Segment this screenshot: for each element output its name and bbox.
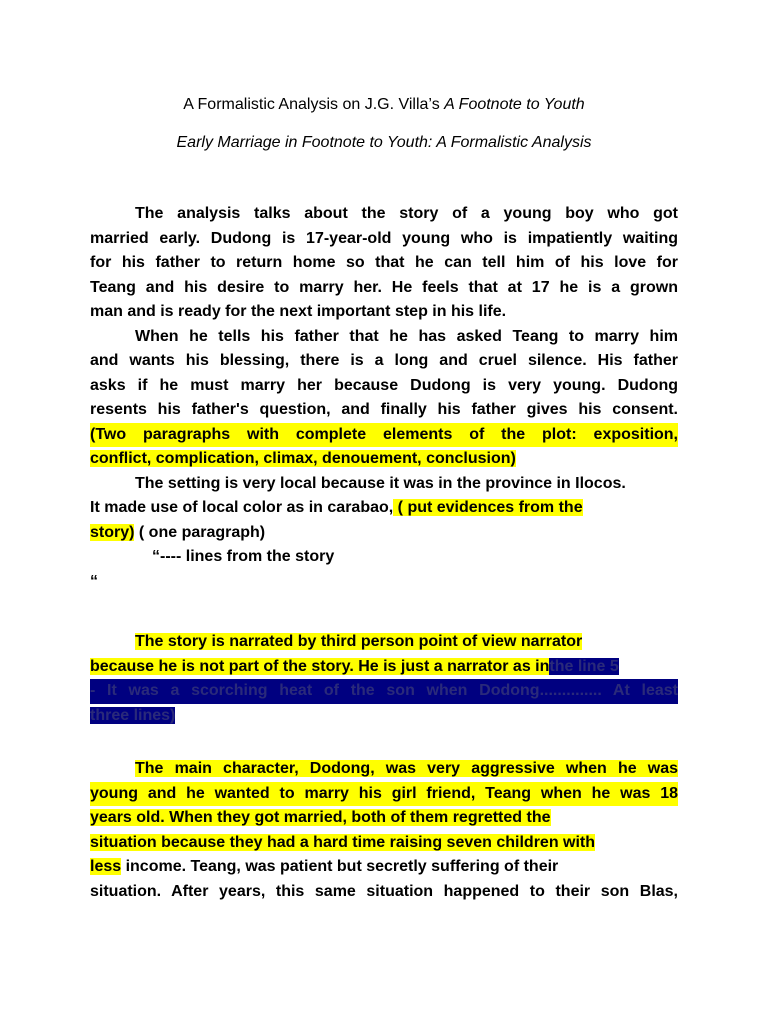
highlighted-instruction: story): [90, 523, 135, 541]
highlighted-text: years old. When they got married, both of them regretted the: [90, 809, 551, 826]
text-line: [90, 630, 678, 655]
text-line: [90, 806, 678, 831]
text-line: for his father to return home so that he can tell him of his love for: [90, 254, 678, 271]
body-section-character: [90, 757, 678, 904]
text-segment: income. Teang, was patient but secretly suffering of their: [121, 858, 559, 875]
text-line: [90, 447, 678, 472]
text-line: [90, 831, 678, 856]
highlighted-instruction: ( put evidences from the: [393, 499, 583, 516]
text-line: [90, 655, 678, 680]
navy-highlighted-text: the line 5: [549, 657, 619, 675]
text-line: situation. After years, this same situation happened to their son Blas,: [90, 882, 678, 900]
text-segment: It made use of local color as in carabao,: [90, 499, 394, 516]
text-line: “: [90, 572, 98, 590]
text-line: The analysis talks about the story of a young boy who got: [135, 205, 678, 222]
title-italic-part: A Footnote to Youth: [444, 96, 585, 113]
title-plain-part: A Formalistic Analysis on J.G. Villa’s: [183, 96, 445, 113]
text-line: [90, 521, 678, 546]
text-line: man and is ready for the next important step in his life.: [90, 303, 507, 320]
text-line: [90, 496, 678, 521]
highlighted-text: young and he wanted to marry his girl friend, Teang when he was 18: [90, 782, 678, 807]
text-line: The setting is very local because it was in the province in Ilocos.: [135, 474, 626, 492]
text-line: [90, 704, 678, 729]
text-line: resents his father's question, and finally his father gives his consent.: [90, 401, 678, 418]
text-line: married early. Dudong is 17-year-old young who is impatiently waiting: [90, 229, 678, 247]
navy-highlighted-text: - It was a scorching heat of the son when Dodong.............. At least: [90, 679, 678, 704]
text-line: [90, 757, 678, 782]
document-title: [0, 96, 768, 114]
text-segment: ( one paragraph): [134, 523, 266, 541]
highlighted-instruction: (Two paragraphs with complete elements of the plot: exposition,: [90, 423, 678, 448]
highlighted-text: situation because they had a hard time raising seven children with: [90, 833, 596, 851]
navy-highlighted-text: three lines): [90, 706, 176, 724]
highlighted-text: The story is narrated by third person point of view narrator: [135, 633, 583, 650]
body-section-point-of-view: [90, 630, 678, 728]
highlighted-instruction: conflict, complication, climax, denouement, conclusion): [90, 450, 516, 467]
text-line: “---- lines from the story: [152, 548, 335, 565]
body-section-plot-setting: [90, 202, 678, 594]
highlighted-text: The main character, Dodong, was very aggressive when he was: [135, 760, 678, 777]
text-line: Teang and his desire to marry her. He feels that at 17 he is a grown: [90, 278, 678, 296]
text-line: When he tells his father that he has asked Teang to marry him: [135, 327, 678, 345]
highlighted-text: because he is not part of the story. He is just a narrator as in: [90, 657, 550, 675]
text-line: and wants his blessing, there is a long and cruel silence. His father: [90, 352, 678, 369]
highlighted-text: less: [90, 858, 122, 875]
text-line: [90, 855, 678, 880]
document-subtitle: Early Marriage in Footnote to Youth: A Formalistic Analysis: [176, 134, 592, 151]
text-line: asks if he must marry her because Dudong is very young. Dudong: [90, 376, 678, 394]
